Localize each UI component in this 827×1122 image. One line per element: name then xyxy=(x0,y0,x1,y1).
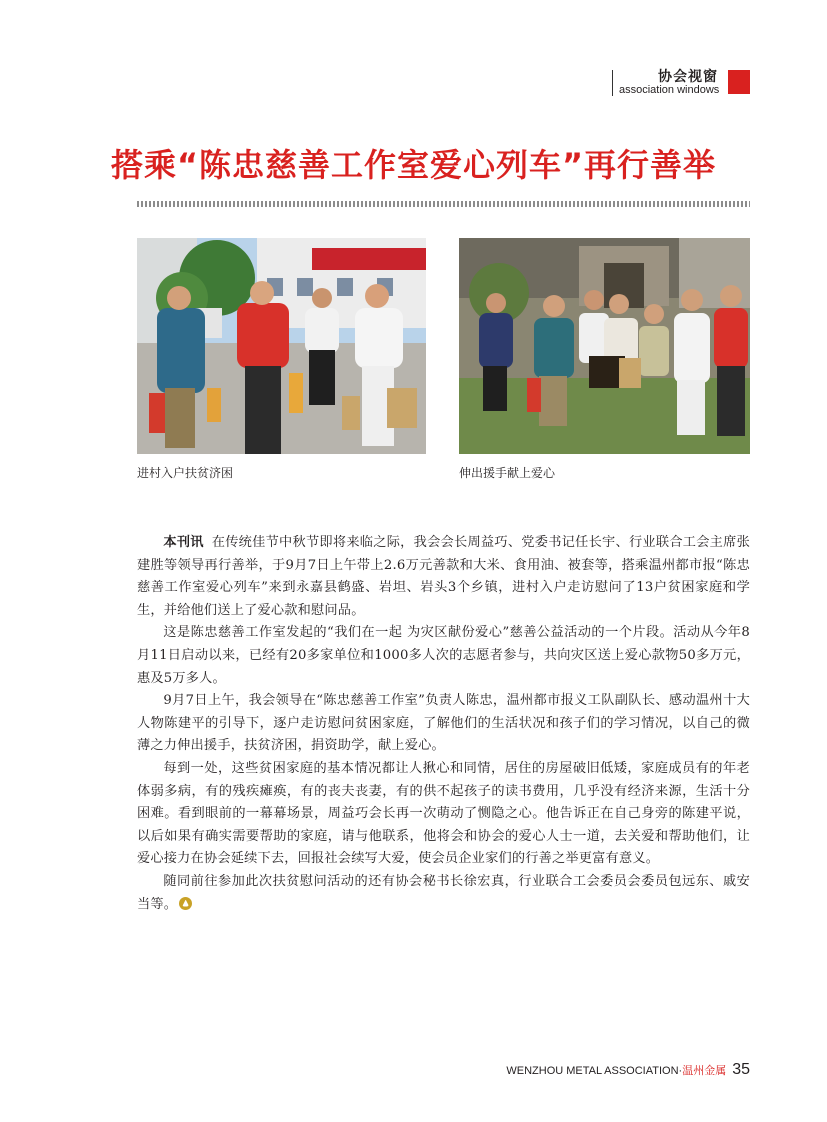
photo-village-visit xyxy=(137,238,426,454)
article-end-icon xyxy=(179,897,192,910)
article-paragraph-5 xyxy=(137,871,750,916)
paragraph-text: 在传统佳节中秋节即将来临之际，我会会长周益巧、党委书记任长宇、行业联合工会主席张建胜等领导再行善举，于9月7日上午带上2.6万元善款和大米、食用油、被套等，搭乘温州都市报“陈忠慈善工作室爱心列车”来到永嘉县鹤盛、岩坦、岩头3个乡镇，进村入户走访慰问了13户贫困家庭和学生，并给他们送上了爱心款和慰问品。 xyxy=(137,535,750,618)
photo-giving-gifts xyxy=(459,238,750,454)
article-paragraph-2: 这是陈忠慈善工作室发起的“我们在一起 为灾区献份爱心”慈善公益活动的一个片段。活动从今年8月11日启动以来，已经有20多家单位和1000多人次的志愿者参与，共向灾区送上爱心款物50多万元，惠及5万多人。 xyxy=(137,625,750,686)
article-paragraph-1 xyxy=(137,532,750,622)
header-divider xyxy=(612,70,613,96)
page-footer xyxy=(506,1061,750,1079)
article-paragraph-4: 每到一处，这些贫困家庭的基本情况都让人揪心和同情，居住的房屋破旧低矮，家庭成员有的年老体弱多病，有的残疾瘫痪，有的丧夫丧妻，有的供不起孩子的读书费用，几乎没有经济来源，生活十分困难。看到眼前的一幕幕场景，周益巧会长再一次萌动了恻隐之心。他告诉正在自己身旁的陈建平说，以后如果有确实需要帮助的家庭，请与他联系，他将会和协会的爱心人士一道，去关爱和帮助他们，让爱心接力在协会延续下去，回报社会续写大爱，使会员企业家们的行善之举更富有意义。 xyxy=(137,760,750,867)
article-body xyxy=(137,532,750,916)
article-paragraph-3: 9月7日上午，我会领导在“陈忠慈善工作室”负责人陈忠，温州都市报义工队副队长、感动温州十大人物陈建平的引导下，逐户走访慰问贫困家庭，了解他们的生活状况和孩子们的学习情况，以自己的微薄之力伸出援手，扶贫济困，捐资助学，献上爱心。 xyxy=(137,693,750,754)
paragraph-text: 随同前往参加此次扶贫慰问活动的还有协会秘书长徐宏真，行业联合工会委员会委员包远东、戚安当等。 xyxy=(137,873,750,912)
section-accent-block xyxy=(728,70,750,94)
page-number: 35 xyxy=(732,1061,750,1078)
section-title-en: association windows xyxy=(619,84,720,96)
footer-publication-cn: 温州金属 xyxy=(682,1064,727,1077)
article-lead: 本刊讯 xyxy=(163,535,204,550)
footer-separator: · xyxy=(678,1065,683,1077)
photo-village-visit-illustration xyxy=(137,238,426,454)
photo-caption-2: 伸出援手献上爱心 xyxy=(459,466,556,480)
photo-giving-gifts-illustration xyxy=(459,238,750,454)
section-title-cn: 协会视窗 xyxy=(658,69,718,85)
photo-caption-1: 进村入户扶贫济困 xyxy=(137,466,234,480)
article-title: 搭乘“陈忠慈善工作室爱心列车”再行善举 xyxy=(110,146,717,184)
title-underline-bar xyxy=(137,201,750,207)
footer-publication-en: WENZHOU METAL ASSOCIATION xyxy=(506,1065,679,1077)
